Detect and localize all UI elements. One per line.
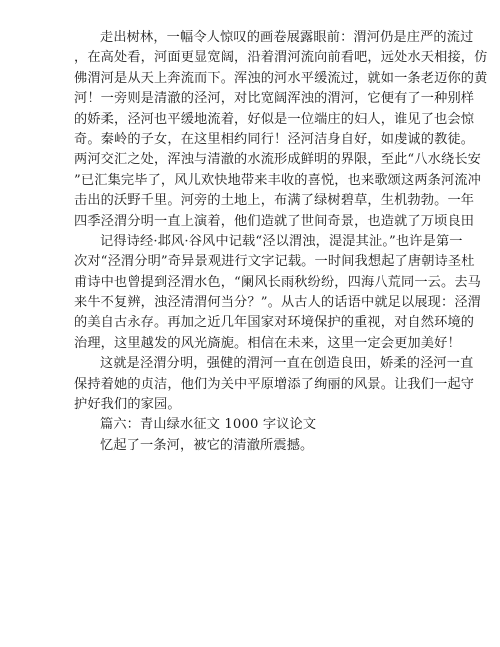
paragraph-2-line: 保持着她的贞洁，他们为关中平原增添了绚丽的风景。让我们一起守: [74, 376, 475, 392]
paragraph-1-line: 记得诗经·邶风·谷风中记载“泾以渭浊，湜湜其沚。”也许是第一: [100, 233, 463, 249]
paragraph-1-line: 来牛不复辨，浊泾清渭何当分？”。从古人的话语中就足以展现：泾渭: [74, 295, 482, 311]
paragraph-1-line: 佛渭河是从天上奔流而下。浑浊的河水平缓流过，就如一条老迈你的黄: [74, 70, 488, 86]
paragraph-1-line: 次对“泾渭分明”奇异景观进行文字记载。一时间我想起了唐朝诗圣杜: [74, 254, 475, 270]
paragraph-3-line: 忆起了一条河，被它的清澈所震撼。: [100, 437, 314, 453]
paragraph-2-line: 护好我们的家园。: [74, 397, 181, 413]
paragraph-1-line: 走出树林，一幅令人惊叹的画卷展露眼前：渭河仍是庄严的流过: [100, 30, 474, 45]
paragraph-1-line: 奇。秦岭的子女，在这里相约同行！泾河洁身自好，如虔诚的教徒。: [74, 131, 475, 147]
paragraph-1-line: ，在高处看，河面更显宽阔，沿着渭河流向前看吧，远处水天相接，仿: [74, 50, 488, 66]
paragraph-1-line: 河！一旁则是清澈的泾河，对比宽阔浑浊的渭河，它便有了一种别样: [74, 91, 475, 107]
section-heading: 篇六：青山绿水征文 1000 字议论文: [100, 417, 317, 433]
paragraph-1-line: 甫诗中也曾提到泾渭水色，“阑风长雨秋纷纷，四海八荒同一云。去马: [74, 274, 482, 290]
document-body: [74, 28, 488, 456]
paragraph-1-line: 的娇柔，泾河也平缓地流着，好似是一位端庄的妇人，谁见了也会惊: [74, 111, 475, 127]
paragraph-1-line: 四季泾渭分明一直上演着，他们造就了世间奇景，也造就了万顷良田: [74, 213, 475, 229]
paragraph-2-line: 这就是泾渭分明，强健的渭河一直在创造良田，娇柔的泾河一直: [100, 356, 474, 372]
paragraph-1-line: 治理，这里越发的风光旖旎。相信在未来，这里一定会更加美好！: [74, 335, 461, 351]
paragraph-1-line: 击出的沃野千里。河旁的土地上，布满了绿树碧草，生机勃勃。一年: [74, 193, 475, 209]
paragraph-1-line: 的美自古永存。再加之近几年国家对环境保护的重视，对自然环境的: [74, 315, 475, 331]
paragraph-1-line: ”已汇集完毕了，风儿欢快地带来丰收的喜悦，也来歌颂这两条河流冲: [74, 172, 482, 188]
paragraph-1-line: 两河交汇之处，浑浊与清澈的水流形成鲜明的界限，至此“八水绕长安: [74, 152, 482, 168]
